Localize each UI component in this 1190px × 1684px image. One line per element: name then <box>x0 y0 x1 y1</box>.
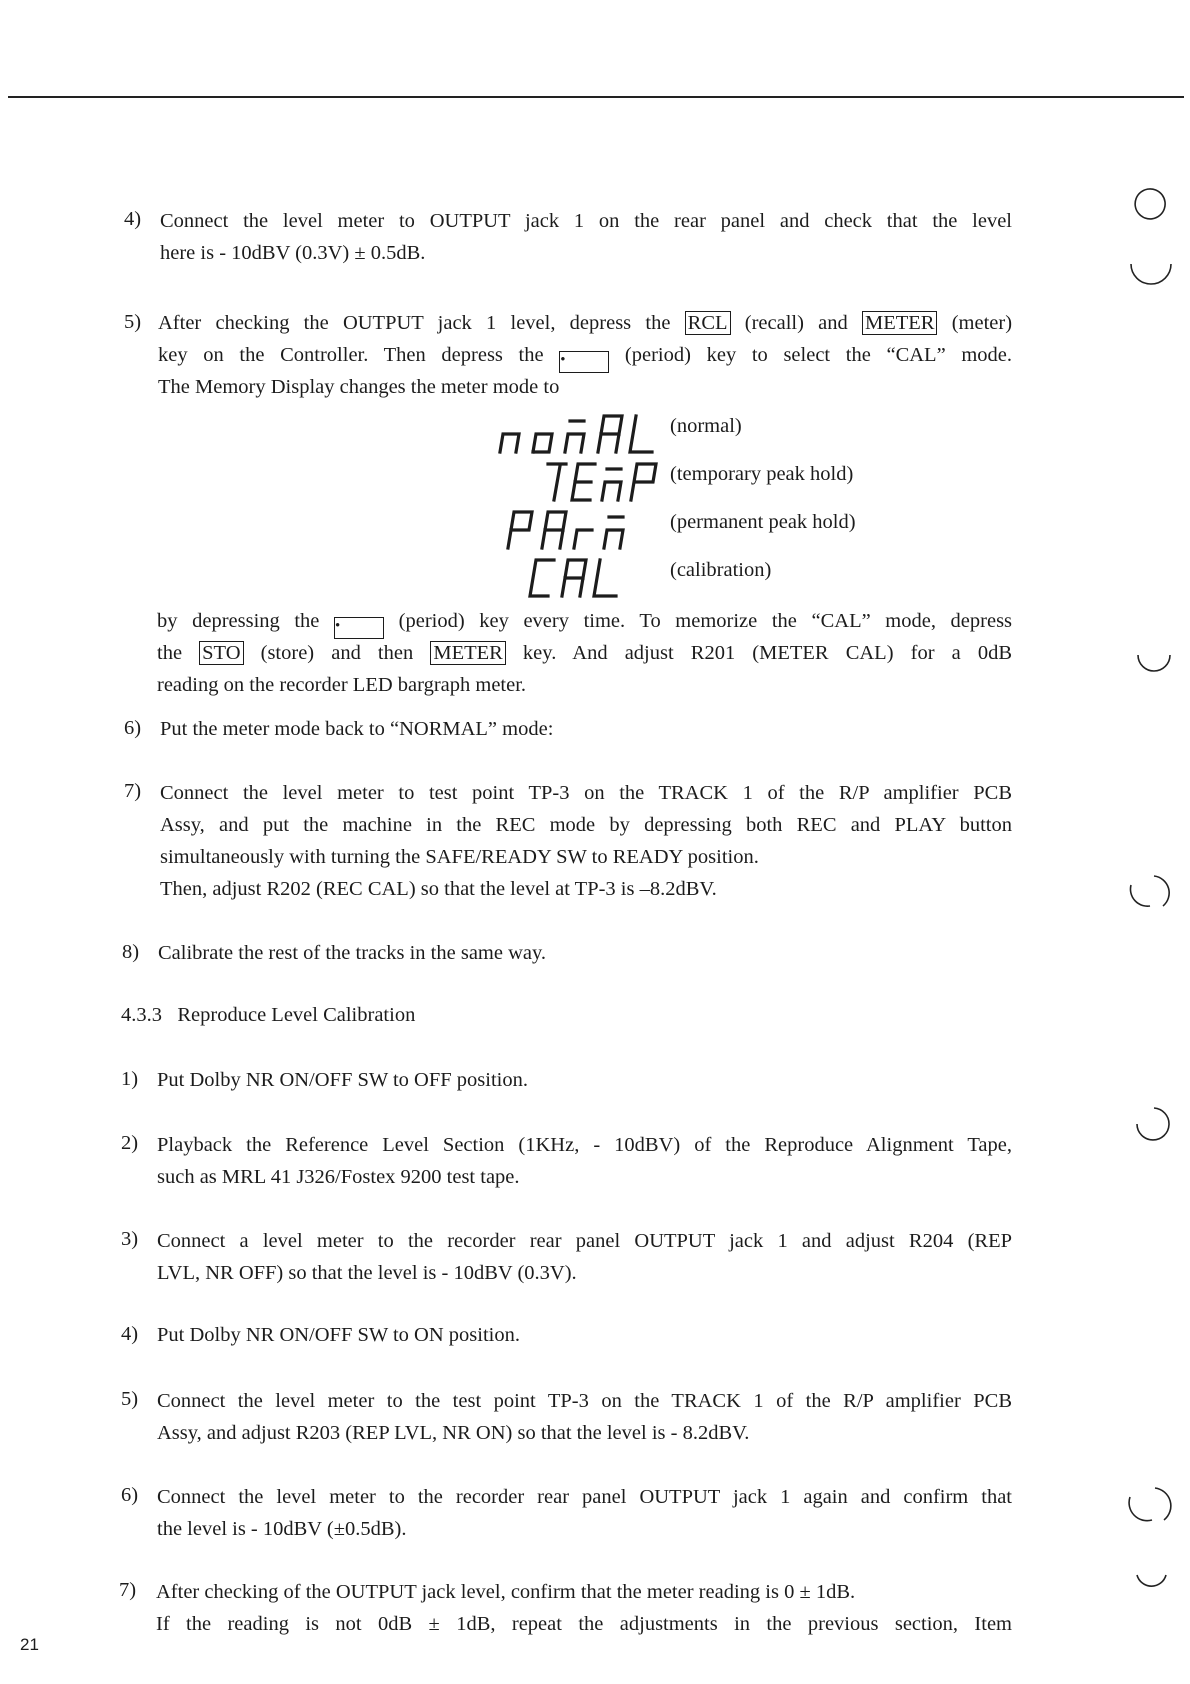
item-number: 5) <box>121 1388 139 1410</box>
mode-temporary-peak <box>490 456 910 504</box>
item-number: 4) <box>121 1323 139 1345</box>
binder-hole <box>1137 1575 1166 1586</box>
item-line: Calibrate the rest of the tracks in the same way. <box>158 942 547 964</box>
sto-key: STO <box>199 641 243 665</box>
item-number: 7) <box>119 1579 137 1601</box>
item-line: such as MRL 41 J326/Fostex 9200 test tape. <box>157 1166 520 1188</box>
binder-hole <box>1130 876 1169 906</box>
mode-description: (calibration) <box>670 559 772 581</box>
item-line: Connect a level meter to the recorder rear panel OUTPUT jack 1 and adjust R204 (REP <box>157 1230 1012 1252</box>
period-key: • <box>559 351 609 373</box>
page-number: 21 <box>20 1635 39 1654</box>
meter-key: METER <box>862 311 937 335</box>
item-line: Assy, and put the machine in the REC mode by depressing both REC and PLAY button <box>160 814 1012 836</box>
item-line: Put Dolby NR ON/OFF SW to OFF position. <box>157 1069 528 1091</box>
item-line: LVL, NR OFF) so that the level is - 10dBV (0.3V). <box>157 1262 577 1284</box>
mode-permanent-peak <box>490 504 910 552</box>
mode-normal <box>490 408 910 456</box>
item-line: Then, adjust R202 (REC CAL) so that the level at TP-3 is –8.2dBV. <box>160 878 717 900</box>
item-line: simultaneously with turning the SAFE/READY SW to READY position. <box>160 846 759 868</box>
item-line: Put Dolby NR ON/OFF SW to ON position. <box>157 1324 520 1346</box>
meter-mode-list <box>490 408 910 600</box>
item-line: the level is - 10dBV (±0.5dB). <box>157 1518 407 1540</box>
mode-description: (temporary peak hold) <box>670 463 854 485</box>
item-number: 6) <box>121 1484 139 1506</box>
item-number: 8) <box>122 941 140 963</box>
item-text: After checking the OUTPUT jack 1 level, depress the <box>158 312 671 334</box>
item-line <box>157 606 1012 639</box>
item-line: Connect the level meter to the recorder rear panel OUTPUT jack 1 again and confirm that <box>157 1486 1012 1508</box>
item-line: Playback the Reference Level Section (1KHz, - 10dBV) of the Reproduce Alignment Tape, <box>157 1134 1012 1156</box>
header-rule <box>8 96 1184 98</box>
period-key: • <box>334 617 384 639</box>
item-text: (store) and then <box>260 642 414 664</box>
item-text: (recall) and <box>744 312 848 334</box>
item-line <box>157 638 1012 669</box>
seven-segment-display <box>496 552 666 600</box>
item-line <box>158 308 1012 339</box>
item-line: Connect the level meter to test point TP-3 on the TRACK 1 of the R/P amplifier PCB <box>160 782 1012 804</box>
item-text: the <box>157 642 183 664</box>
item-text: (period) key to select the “CAL” mode. <box>624 344 1012 366</box>
binder-hole <box>1129 1488 1171 1521</box>
item-line <box>158 340 1012 373</box>
item-line: reading on the recorder LED bargraph meter. <box>157 674 527 696</box>
item-line: Put the meter mode back to “NORMAL” mode: <box>160 718 554 740</box>
seven-segment-display <box>496 408 666 456</box>
item-text: (meter) <box>951 312 1013 334</box>
item-line: here is - 10dBV (0.3V) ± 0.5dB. <box>160 242 426 264</box>
item-number: 5) <box>124 311 142 333</box>
binder-hole <box>1131 264 1171 284</box>
binder-hole <box>1135 189 1165 219</box>
item-number: 4) <box>124 208 142 230</box>
mode-description: (permanent peak hold) <box>670 511 856 533</box>
item-line: Assy, and adjust R203 (REP LVL, NR ON) so that the level is - 8.2dBV. <box>157 1422 750 1444</box>
mode-description: (normal) <box>670 415 742 437</box>
item-line: Connect the level meter to OUTPUT jack 1 on the rear panel and check that the level <box>160 210 1012 232</box>
item-number: 3) <box>121 1228 139 1250</box>
item-number: 6) <box>124 717 142 739</box>
item-number: 1) <box>121 1068 139 1090</box>
item-line: Connect the level meter to the test point TP-3 on the TRACK 1 of the R/P amplifier PCB <box>157 1390 1012 1412</box>
section-heading: 4.3.3 Reproduce Level Calibration <box>121 1004 416 1026</box>
binder-hole <box>1138 655 1170 671</box>
seven-segment-display <box>496 456 666 504</box>
item-line: If the reading is not 0dB ± 1dB, repeat the adjustments in the previous section, Item <box>156 1613 1012 1635</box>
rcl-key: RCL <box>685 311 731 335</box>
binder-hole <box>1137 1108 1169 1140</box>
item-number: 2) <box>121 1132 139 1154</box>
item-text: by depressing the <box>157 610 320 632</box>
item-text: (period) key every time. To memorize the “CAL” mode, depress <box>398 610 1013 632</box>
item-text: key. And adjust R201 (METER CAL) for a 0dB <box>522 642 1013 664</box>
meter-key: METER <box>430 641 505 665</box>
item-line: The Memory Display changes the meter mode to <box>158 376 560 398</box>
item-text: key on the Controller. Then depress the <box>158 344 544 366</box>
item-number: 7) <box>124 780 142 802</box>
mode-calibration <box>490 552 910 600</box>
seven-segment-display <box>496 504 666 552</box>
item-line: After checking of the OUTPUT jack level, confirm that the meter reading is 0 ± 1dB. <box>156 1581 856 1603</box>
